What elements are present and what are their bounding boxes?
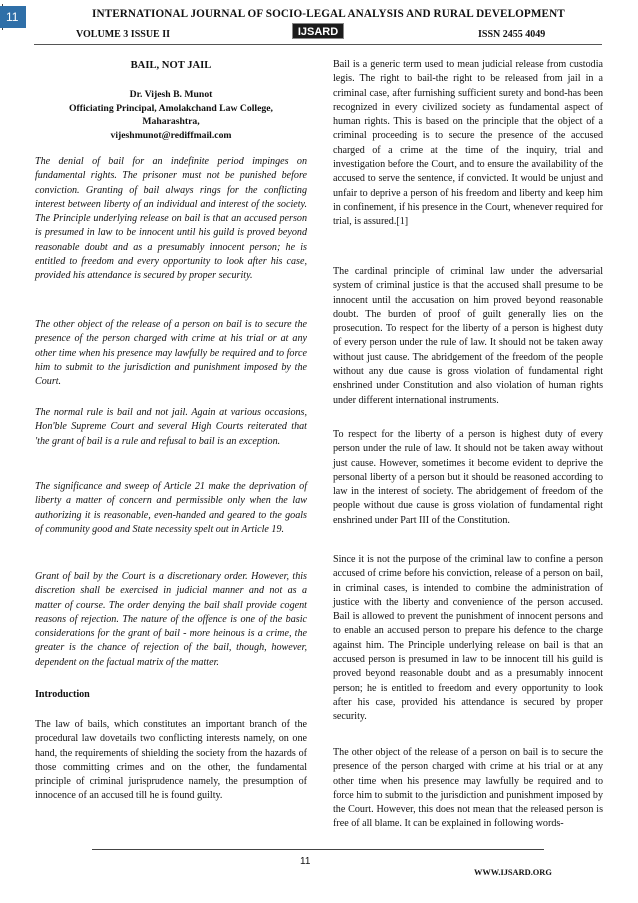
header-divider	[34, 44, 602, 45]
abstract-paragraph-3: The normal rule is bail and not jail. Again at various occasions, Hon'ble Supreme Court and several High Courts reiterated that 'the grant of bail is a rule and refusal to bail is an exception.	[35, 407, 307, 447]
author-name: Dr. Vijesh B. Munot	[129, 89, 213, 100]
abstract-paragraph-2: The other object of the release of a person on bail is to secure the presence of the person charged with crime at his trial or at any other time when his presence may lawfully be required and to force him to submit to the jurisdiction and punishment imposed by the Court.	[35, 319, 307, 388]
journal-title: INTERNATIONAL JOURNAL OF SOCIO-LEGAL ANALYSIS AND RURAL DEVELOPMENT	[92, 8, 565, 20]
body-paragraph-1: Bail is a generic term used to mean judicial release from custodia legis. The right to bail-the right to be released from jail in a criminal case, after furnishing sufficient surety and bond-has been recognized in every civilized society as fundamental aspect of human rights. This is based on the principle that the object of a criminal proceeding is to secure the presence of the accused charged of a crime at the time of the inquiry, trial and investigation before the Court, and to ensure the availability of the accused to serve the sentence, if convicted. It would be unjust and unfair to deprive a person of his freedom and liberty and keep him in confinement, if his presence in the Court, whenever required for trial, is assured.[1]	[333, 59, 603, 228]
footer-page-number: 11	[300, 856, 311, 867]
footer-website: WWW.IJSARD.ORG	[474, 868, 552, 877]
body-paragraph-5: The other object of the release of a person on bail is to secure the presence of the person charged with crime at his trial or at any other time when his presence may lawfully be required and to force him to submit to the jurisdiction and punishment imposed by the Court. However, this does not mean that the released person is free of all blame. It can be explained in following words-	[333, 747, 603, 830]
abstract-paragraph-1: The denial of bail for an indefinite period impinges on fundamental rights. The prisoner must not be punished before conviction. Granting of bail always rings for the conflicting interest between liberty of an individual and interest of the society. The Principle underlying release on bail is that an accused person is presumed in law to be innocent until his guild is proved beyond reasonable doubt and as a presumably innocent person; he is entitled to freedom and every opportunity to look after his case, provided his attendance is secured by proper security.	[35, 156, 307, 282]
author-block	[35, 88, 307, 142]
section-heading-introduction: Introduction	[35, 689, 90, 700]
body-paragraph-4: Since it is not the purpose of the criminal law to confine a person accused of crime before his conviction, release of a person on bail, in criminal cases, is intended to combine the administration of justice with the liberty and convenience of the person accused. Bail is allowed to prevent the punishment of innocent persons and to enable an accused person to prepare his defence to the charge against him. The Principle underlying release on bail is that an accused person is presumed in law to be innocent till his guild is proved beyond reasonable doubt and as a presumably innocent person; he is entitled to freedom and every opportunity to look after his case, provided his attendance is secured by proper security.	[333, 554, 603, 723]
body-paragraph-3: To respect for the liberty of a person is highest duty of every person under the rule of law. It should not be taken away without just cause. However, sometimes it become evident to deprive the personal liberty of a person but it should be reasoned according to law in the interest of society. The abridgement of freedom of the people without due cause is gross violation of fundamental right enshrined under Part III of the Constitution.	[333, 429, 603, 526]
abstract-paragraph-4: The significance and sweep of Article 21 make the deprivation of liberty a matter of concern and permissible only when the law authorizing it is reasonable, even-handed and geared to the goals of community good and State necessity spelt out in Article 19.	[35, 481, 307, 535]
footer-divider	[92, 849, 544, 850]
journal-issn: ISSN 2455 4049	[478, 29, 546, 40]
introduction-paragraph: The law of bails, which constitutes an important branch of the procedural law dovetails two conflicting interests namely, on one hand, the requirements of shielding the society from the hazards of those committing crimes and on the other, the fundamental principle of criminal jurisprudence namely, the presumption of innocence of an accused till he is found guilty.	[35, 719, 307, 802]
author-location: Maharashtra,	[142, 116, 200, 127]
body-paragraph-2: The cardinal principle of criminal law under the adversarial system of criminal justice is that the accused shall presume to be innocent until the accusation on him proved beyond reasonable doubt. The burden of proof of guilt generally lies on the prosecution. To respect for the liberty of a person is highest duty of every person under the rule of law. It should not be taken away without just cause. The abridgement of the freedom of the people without any due cause is gross violation of fundamental right enshrined under Constitution and also violation of human rights under different international instruments.	[333, 266, 603, 406]
abstract-paragraph-5: Grant of bail by the Court is a discretionary order. However, this discretion shall be exercised in judicial manner and not as a matter of course. The order denying the bail shall provide cogent reasons of rejection. The nature of the offence is one of the basic considerations for the grant of bail - more heinous is a crime, the greater is the chance of rejection of the bail, though, however, dependent on the factual matrix of the matter.	[35, 571, 307, 668]
author-email: vijeshmunot@rediffmail.com	[110, 129, 232, 141]
journal-logo: IJSARD	[292, 23, 344, 39]
article-title: BAIL, NOT JAIL	[130, 60, 212, 71]
author-affiliation: Officiating Principal, Amolakchand Law College,	[69, 102, 273, 114]
journal-volume: VOLUME 3 ISSUE II	[76, 29, 170, 40]
header-page-box: 11	[0, 6, 26, 28]
